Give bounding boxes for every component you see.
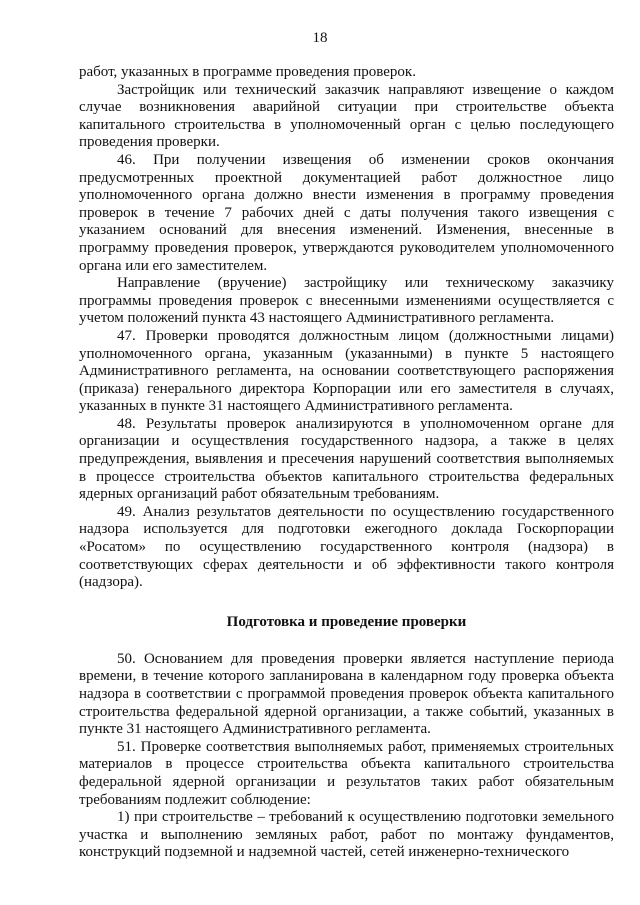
paragraph-51-item-1: 1) при строительстве – требований к осуществлению подготовки земельного участка и выполнению земляных работ, работ по монтажу фундаментов, конструкций подземной и надземной частей, сетей инженерно-технического [79,809,614,861]
paragraph-continuation: работ, указанных в программе проведения проверок. [79,64,416,80]
page-number: 18 [312,30,328,46]
document-body [79,64,614,862]
paragraph-46-delivery: Направление (вручение) застройщику или техническому заказчику программы проведения проверок с внесенными изменениями осуществляется с учетом положений пункта 43 настоящего Административного регламента. [79,275,614,327]
paragraph-49: 49. Анализ результатов деятельности по осуществлению государственного надзора используется для подготовки ежегодного доклада Госкорпорации «Росатом» по осуществлению государственного контроля (надзора) в соответствующих сферах деятельности и об эффективности такого контроля (надзора). [79,503,614,591]
paragraph-50: 50. Основанием для проведения проверки является наступление периода времени, в течение которого запланирована в календарном году проверка объекта надзора в соответствии с программой проведения проверок объекта капитального строительства федеральной ядерной организации, а также событий, указанных в пункте 31 настоящего Административного регламента. [79,650,614,738]
paragraph-emergency-notice: Застройщик или технический заказчик направляют извещение о каждом случае возникновения аварийной ситуации при строительстве объекта капитального строительства в уполномоченный орган с целью последующего проведения проверки. [79,81,614,151]
paragraph-51: 51. Проверке соответствия выполняемых работ, применяемых строительных материалов в процессе строительства объекта капитального строительства федеральной ядерной организации и результатов таких работ обязательным требованиям подлежит соблюдение: [79,738,614,808]
paragraph-47: 47. Проверки проводятся должностным лицом (должностными лицами) уполномоченного органа, указанным (указанными) в пункте 5 настоящего Административного регламента, на основании соответствующего распоряжения (приказа) генерального директора Корпорации или его заместителя в случаях, указанных в пункте 31 настоящего Административного регламента. [79,327,614,415]
paragraph-46: 46. При получении извещения об изменении сроков окончания предусмотренных проектной документацией работ должностное лицо уполномоченного органа должно внести изменения в программу проведения проверок в течение 7 рабочих дней с даты получения такого извещения с указанием оснований для внесения изменений. Изменения, внесенные в программу проведения проверок, утверждаются руководителем уполномоченного органа или его заместителем. [79,151,614,274]
paragraph-48: 48. Результаты проверок анализируются в уполномоченном органе для организации и осуществления государственного надзора, а также в целях предупреждения, выявления и пресечения нарушений соответствия выполняемых в процессе строительства объектов капитального строительства федеральных ядерных организаций работ обязательным требованиям. [79,415,614,503]
section-heading: Подготовка и проведение проверки [226,613,467,630]
